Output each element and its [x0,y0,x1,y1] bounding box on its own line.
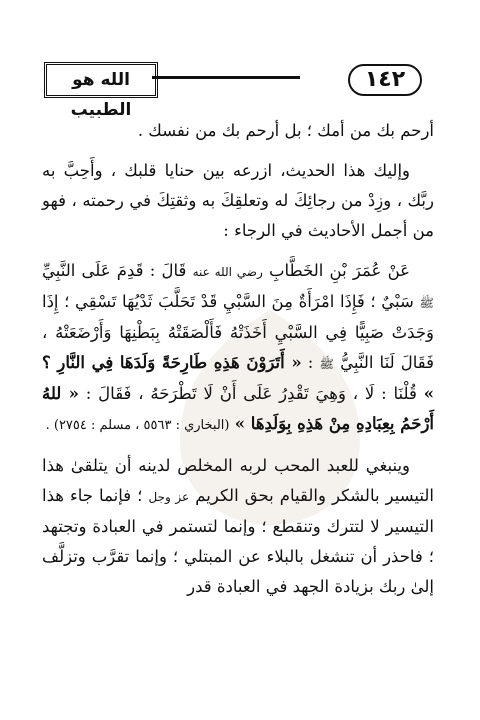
azzawajal-honorific: عز وجل [148,490,190,504]
salla-honorific: ﷺ [419,296,435,310]
hadith-text: قُلْنَا : لَا ، وَهِيَ تَقْدِرُ عَلَى أَنْ لَا تَطْرَحَهُ ، فَقَالَ : [85,384,417,403]
page-body [42,116,434,612]
hadith-text: قَالَ : قَدِمَ عَلَى النَّبِيِّ [42,261,187,280]
header-divider [152,76,300,79]
paragraph-text: أرحم بك من أمك ؛ بل أرحم بك من نفسك . [137,121,434,140]
hadith-block: عَنْ عُمَرَ بْنِ الخَطَّابِ رضي الله عنه قَالَ : قَدِمَ عَلَى النَّبِيِّ ﷺ سَبْيٌ ؛ فَإِذَا امْرَأَةٌ مِنَ السَّبْيِ قَدْ تَحَلَّبَ ثَدْيُهَا تَسْقِي ؛ إِذَا وَجَدَتْ صَبِيًّا فِي السَّبْيِ أَخَذَتْهُ فَأَلْصَقَتْهُ بِبَطْنِهَا وَأَرْضَعَتْهُ ، فَقَالَ لَنَا النَّبِيُّ ﷺ : « أَتَرَوْنَ هَذِهِ طَارِحَةً وَلَدَهَا فِي النَّارِ ؟ » قُلْنَا : لَا ، وَهِيَ تَقْدِرُ عَلَى أَنْ لَا تَطْرَحَهُ ، فَقَالَ : « للهُ أَرْحَمُ بِعِبَادِهِ مِنْ هَذِهِ بِوَلَدِهَا » (البخاري : ٥٥٦٣ ، مسلم : ٢٧٥٤) . [42,261,435,433]
paragraph-text: وإليك هذا الحديث، ازرعه بين حنايا قلبك ، وأَحِبَّ به ربَّك ، وزِدْ من رجائِكَ له وتعلقِكَ به وثقتِكَ في رحمته ، فهو من أجمل الأحاديث في الرجاء : [42,161,434,240]
hadith-reference: (البخاري : ٥٥٦٣ ، مسلم : ٢٧٥٤) . [45,418,230,433]
paragraph-text: وينبغي للعبد المحب لربه المخلص لدينه أن يتلقىٰ هذا التيسير بالشكر والقيام بحق الكريم [42,456,434,505]
hadith-quote: « أَتَرَوْنَ هَذِهِ طَارِحَةً وَلَدَهَا فِي النَّارِ ؟ » [42,353,434,403]
salla-honorific: ﷺ [319,357,334,371]
hadith-text: سَبْيٌ ؛ فَإِذَا امْرَأَةٌ مِنَ السَّبْيِ قَدْ تَحَلَّبَ ثَدْيُهَا تَسْقِي ؛ إِذَا وَجَدَتْ صَبِيًّا فِي السَّبْيِ أَخَذَتْهُ فَأَلْصَقَتْهُ بِبَطْنِهَا وَأَرْضَعَتْهُ ، فَقَالَ لَنَا النَّبِيُّ [42,292,434,372]
paragraph-2 [42,156,434,246]
page-number: ١٤٢ [348,64,422,96]
page-header [44,62,426,120]
hadith-quote: « للهُ أَرْحَمُ بِعِبَادِهِ مِنْ هَذِهِ بِوَلَدِهَا » [42,384,434,433]
paragraph-4 [42,451,434,602]
radiallahu-honorific: رضي الله عنه [192,265,263,279]
paragraph-text: ؛ فإنما جاء هذا التيسير لا لتترك وتنقطع ؛ وإنما لتستمر في العبادة وتجتهد ؛ فاحذر أن تنشغل بالبلاء عن المبتلي ؛ وإنما تقرَّب وتزلَّف إلىٰ ربك بزيادة الجهد في العبادة قدر [42,486,434,596]
book-title: الله هو الطبيب [44,62,158,98]
paragraph-1 [42,116,434,146]
hadith-narrator: عَنْ عُمَرَ بْنِ الخَطَّابِ [268,261,410,280]
